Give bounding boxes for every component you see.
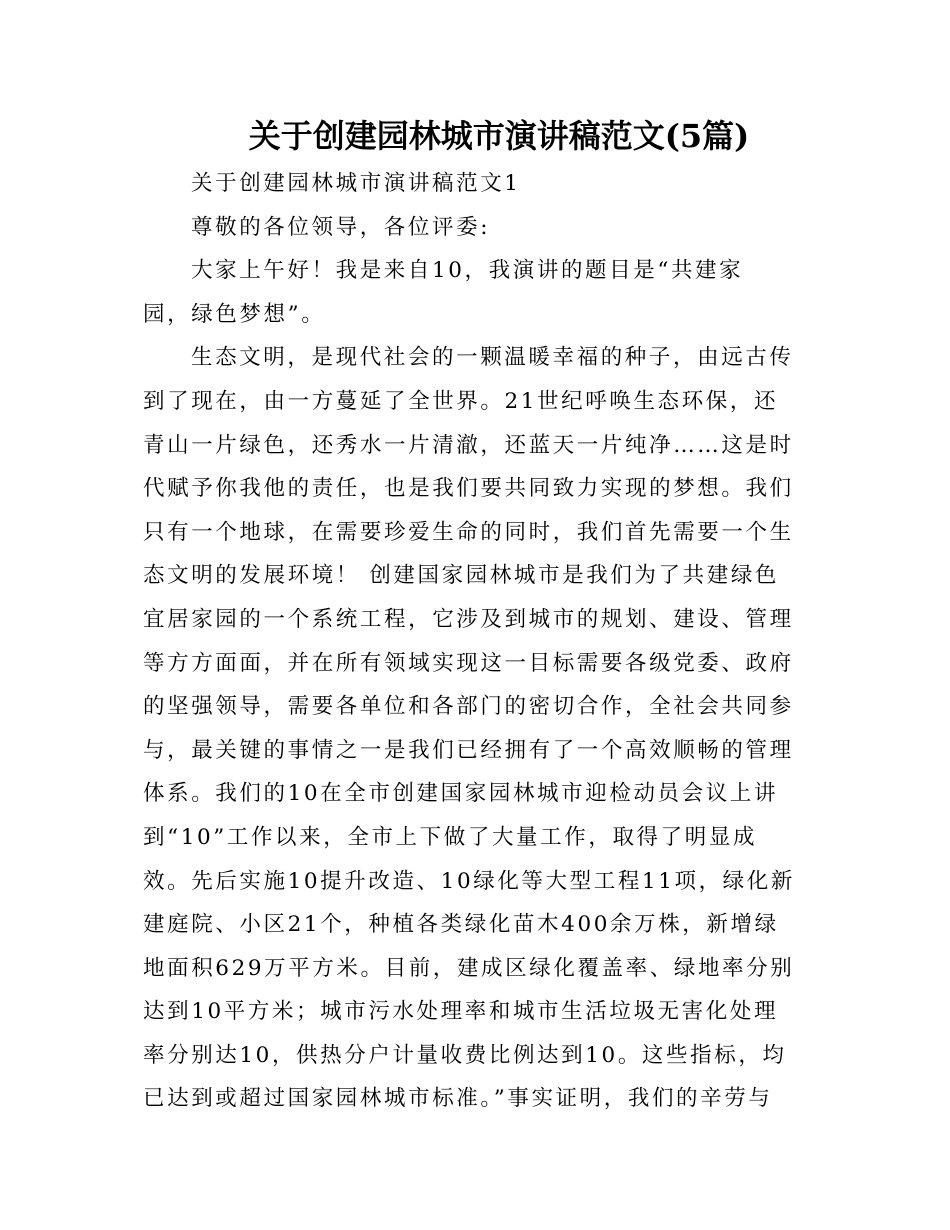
body-line: 态文明的发展环境！ 创建国家园林城市是我们为了共建绿色 <box>143 563 780 589</box>
body-line: 园，绿色梦想”。 <box>143 301 326 327</box>
body-line: 建庭院、小区21个，种植各类绿化苗木400余万株，新增绿 <box>143 912 779 938</box>
body-line: 代赋予你我他的责任，也是我们要共同致力实现的梦想。我们 <box>143 476 794 502</box>
body-line: 到“10”工作以来，全市上下做了大量工作，取得了明显成 <box>143 824 758 850</box>
body-line: 青山一片绿色，还秀水一片清澈，还蓝天一片纯净……这是时 <box>143 432 794 458</box>
body-line: 大家上午好！我是来自10，我演讲的题目是“共建家 <box>191 258 744 284</box>
body-line: 只有一个地球，在需要珍爱生命的同时，我们首先需要一个生 <box>143 519 794 545</box>
body-line: 的坚强领导，需要各单位和各部门的密切合作，全社会共同参 <box>143 694 794 720</box>
body-line: 生态文明，是现代社会的一颗温暖幸福的种子，由远古传 <box>191 345 794 371</box>
body-line: 尊敬的各位领导，各位评委: <box>191 214 491 240</box>
body-line: 率分别达10，供热分户计量收费比例达到10。这些指标，均 <box>143 1042 787 1068</box>
body-line: 地面积629万平方米。目前，建成区绿化覆盖率、绿地率分别 <box>143 955 795 981</box>
body-line: 效。先后实施10提升改造、10绿化等大型工程11项，绿化新 <box>143 868 795 894</box>
body-line: 达到10平方米；城市污水处理率和城市生活垃圾无害化处理 <box>143 999 779 1025</box>
document-body <box>143 162 815 1121</box>
body-line: 体系。我们的10在全市创建国家园林城市迎检动员会议上讲 <box>143 781 779 807</box>
body-line: 关于创建园林城市演讲稿范文1 <box>191 171 521 196</box>
body-line: 等方方面面，并在所有领域实现这一目标需要各级党委、政府 <box>143 650 794 676</box>
body-line: 与，最关键的事情之一是我们已经拥有了一个高效顺畅的管理 <box>143 737 794 763</box>
document-title: 关于创建园林城市演讲稿范文(5篇) <box>248 117 750 155</box>
body-line: 到了现在，由一方蔓延了全世界。21世纪呼唤生态环保，还 <box>143 388 779 414</box>
body-line: 已达到或超过国家园林城市标准。”事实证明，我们的辛劳与 <box>143 1086 773 1112</box>
body-line: 宜居家园的一个系统工程，它涉及到城市的规划、建设、管理 <box>143 606 794 632</box>
